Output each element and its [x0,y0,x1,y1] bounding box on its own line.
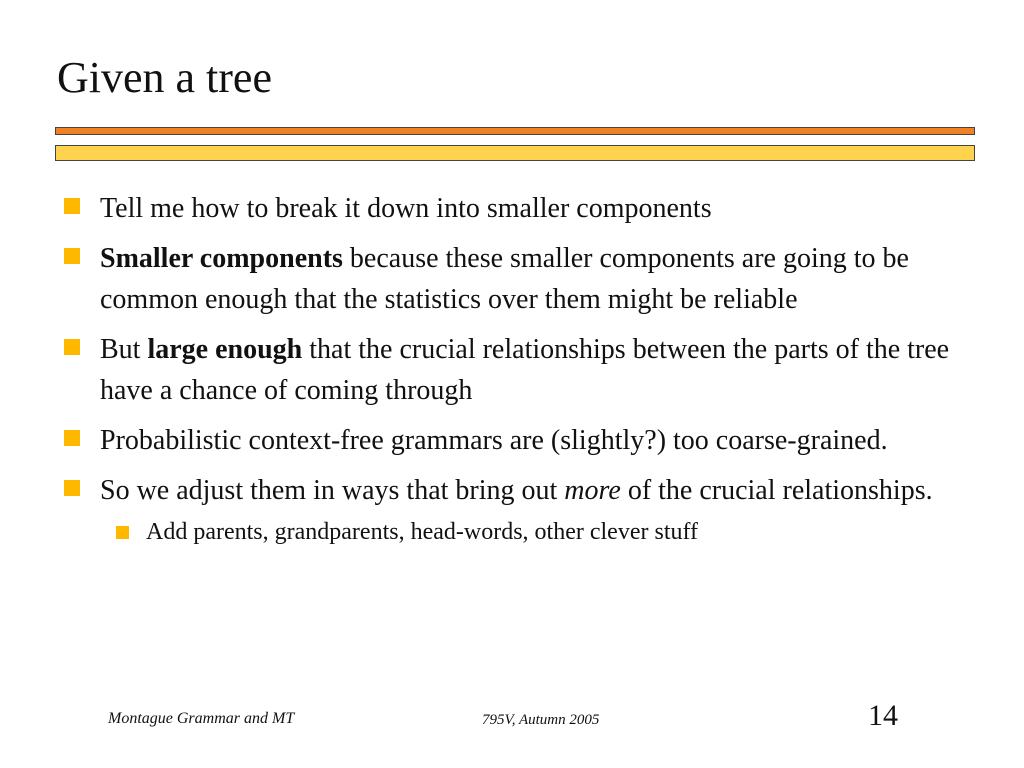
bullet-text: because these smaller components are going to be common enough that the statistics over them might be reliable [100,243,909,315]
sub-bullet-item [116,516,964,548]
bullet-text-prefix: But [100,334,148,365]
bullet-item [64,420,964,461]
sub-bullet-text: Add parents, grandparents, head-words, other clever stuff [146,519,699,545]
bullet-item [64,329,964,411]
square-bullet-icon [64,430,80,446]
bullet-item [64,470,964,511]
bullet-bold-text: large enough [147,334,303,365]
bullet-text: that the crucial relationships between the parts of the tree have a chance of coming through [100,334,950,406]
square-sub-bullet-icon [116,526,129,539]
bullet-bold-text: Smaller components [100,243,343,274]
slide-number: 14 [868,699,898,732]
square-bullet-icon [64,248,80,264]
bullet-list [64,188,964,548]
bullet-item [64,188,964,229]
bullet-text: of the crucial relationships. [620,475,933,506]
title-rule-orange [55,127,975,135]
title-rule-yellow [55,145,975,161]
square-bullet-icon [64,480,80,496]
bullet-text-prefix: So we adjust them in ways that bring out [100,475,565,506]
bullet-text: Probabilistic context-free grammars are (slightly?) too coarse-grained. [100,425,888,456]
bullet-item [64,238,964,320]
square-bullet-icon [64,198,80,214]
footer-course-title: Montague Grammar and MT [108,710,295,727]
square-bullet-icon [64,339,80,355]
bullet-italic-text: more [564,475,621,506]
footer-term: 795V, Autumn 2005 [482,712,600,728]
slide-title: Given a tree [57,53,272,102]
bullet-text: Tell me how to break it down into smaller components [100,193,712,224]
